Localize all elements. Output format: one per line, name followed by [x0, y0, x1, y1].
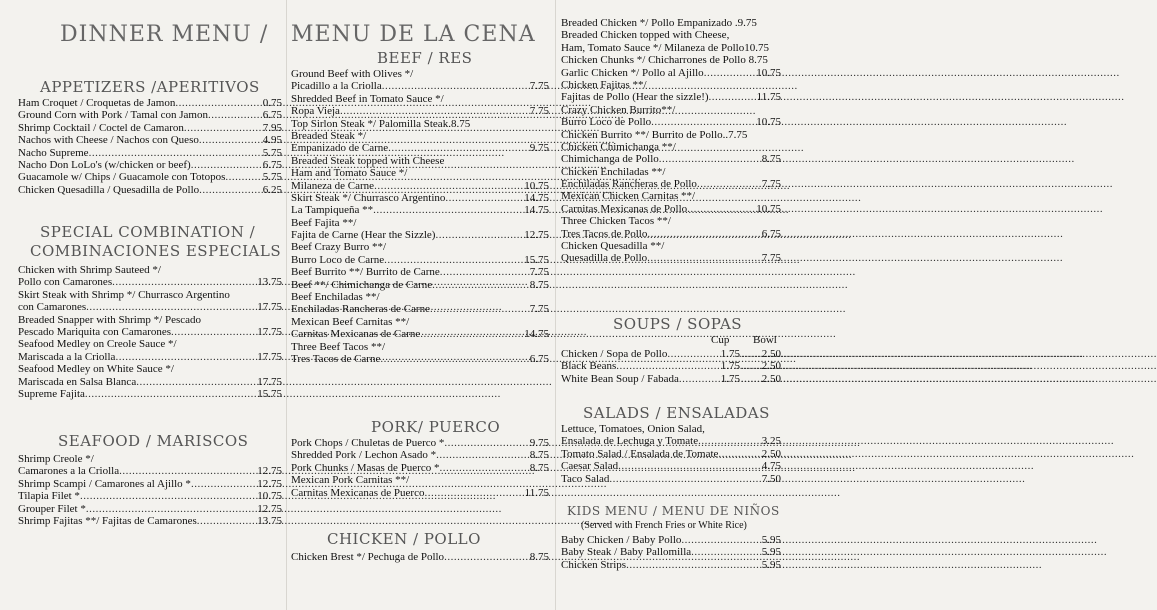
dot-leader [741, 348, 762, 360]
dot-leader [384, 254, 523, 266]
item-price: 0.75 [262, 97, 282, 109]
dot-leader [647, 228, 760, 240]
dot-leader [115, 351, 256, 363]
kids-list [561, 534, 781, 571]
menu-item-row [18, 184, 282, 196]
item-price: 8.75 [529, 278, 549, 291]
item-name: Mariscada en Salsa Blanca [18, 375, 137, 388]
menu-item-line: Seafood Medley on White Sauce */ [18, 363, 174, 376]
menu-item-row [291, 142, 549, 154]
dot-leader [136, 376, 256, 388]
dot-leader [432, 279, 529, 291]
salads-heading: SALADS / ENSALADAS [583, 404, 770, 422]
dot-leader [647, 252, 761, 264]
menu-item-line: Three Beef Tacos **/ [291, 340, 386, 353]
menu-item-row [291, 437, 549, 449]
menu-item-row [291, 353, 549, 365]
item-price: 6.25 [262, 183, 282, 196]
item-name: Quesadilla de Pollo [561, 252, 648, 265]
chicken-heading: CHICKEN / POLLO [327, 530, 481, 548]
menu-item-row [291, 266, 549, 278]
item-name: Nacho Supreme [18, 146, 89, 159]
item-price: 12.75 [524, 229, 549, 242]
soup-cup-price: 1.75 [720, 372, 740, 385]
beef-list [291, 68, 549, 365]
dot-leader [388, 142, 529, 154]
item-name: Pork Chunks / Masas de Puerco * [291, 461, 440, 474]
appetizers-heading: APPETIZERS /APERITIVOS [40, 78, 260, 96]
dot-leader [420, 328, 523, 340]
menu-item-row [561, 228, 781, 240]
item-name: Shredded Pork / Lechon Asado * [291, 449, 437, 462]
item-price: 10.75 [756, 66, 781, 79]
soup-bowl-price: 2.50 [761, 372, 781, 385]
menu-item-row [291, 551, 549, 563]
menu-item-row [291, 204, 549, 216]
item-name: Chicken Quesadilla / Quesadilla de Pollo [18, 183, 200, 196]
item-name: Camarones a la Criolla [18, 465, 120, 478]
item-price: 6.75 [529, 352, 549, 365]
dot-leader [681, 534, 760, 546]
item-price: 14.75 [524, 204, 549, 217]
item-name: Beef **/ Chimichanga de Carne [291, 278, 433, 291]
dot-leader [191, 478, 256, 490]
menu-item-line: Three Chicken Tacos **/ [561, 215, 671, 228]
item-price: 13.75 [257, 276, 282, 289]
menu-item-row [18, 97, 282, 109]
item-price: 9.75 [529, 437, 549, 449]
dot-leader [373, 204, 523, 216]
item-name: Tres Tacos de Pollo [561, 227, 648, 240]
item-price: 15.75 [257, 387, 282, 400]
menu-item-line: Breaded Steak topped with Cheese [291, 154, 445, 167]
menu-item-row [18, 134, 282, 146]
item-price: 7.75 [529, 266, 549, 279]
item-price: 17.75 [257, 301, 282, 314]
soup-cup-price: 1.75 [720, 348, 740, 360]
menu-item-row [18, 515, 282, 527]
menu-item-row [18, 326, 282, 338]
item-name: Ropa Vieja [291, 105, 340, 118]
menu-item-row [561, 178, 781, 190]
item-name: Burro Loco de Carne [291, 253, 385, 266]
menu-item-row [291, 105, 549, 117]
item-price: 6.75 [262, 158, 282, 171]
menu-item-line: Mexican Chicken Carnitas **/ [561, 190, 696, 203]
item-price: 4.95 [262, 134, 282, 147]
menu-item-row [18, 122, 282, 134]
item-price: 4.75 [761, 460, 781, 473]
menu-item-row [291, 487, 549, 499]
item-name: Tilapia Filet * [18, 490, 80, 503]
chicken-brest-list [291, 551, 549, 563]
item-price: 7.75 [761, 178, 781, 191]
menu-item-row [291, 192, 549, 204]
dot-leader [741, 360, 762, 372]
item-price: 17.75 [257, 375, 282, 388]
item-name: Chimichanga de Pollo [561, 153, 659, 166]
item-price: 10.75 [524, 179, 549, 192]
dot-leader [691, 546, 761, 558]
item-name: Baby Chicken / Baby Pollo [561, 534, 682, 546]
item-name: La Tampiqueña ** [291, 204, 374, 217]
item-name: con Camarones [18, 301, 87, 314]
menu-item-line: Crazy Chicken Burrito**/ [561, 103, 676, 116]
item-price: 8.75 [761, 153, 781, 166]
item-price: 7.75 [761, 252, 781, 265]
dot-leader [340, 105, 529, 117]
item-name: Enchiladas Rancheras de Pollo [561, 178, 697, 191]
item-name: Pollo con Camarones [18, 276, 113, 289]
item-price: 7.95 [262, 121, 282, 134]
seafood-list [18, 453, 282, 527]
dot-leader [197, 515, 257, 527]
item-price: 5.95 [761, 558, 781, 571]
item-name: Shrimp Cocktail / Coctel de Camaron [18, 121, 184, 134]
chicken-list [561, 17, 781, 265]
menu-item-line: Chicken Chimichanga **/ [561, 140, 676, 153]
pork-list [291, 437, 549, 499]
menu-item-line: Ham and Tomato Sauce */ [291, 167, 408, 180]
dot-leader [119, 465, 256, 477]
menu-item-line: Mexican Beef Carnitas **/ [291, 315, 410, 328]
item-name: Pescado Mariquita con Camarones [18, 325, 172, 338]
item-price: 3.25 [761, 435, 781, 448]
item-name: Taco Salad [561, 472, 610, 485]
menu-item-line: Breaded Steak */ [291, 129, 367, 142]
item-name: White Bean Soup / Fabada [561, 372, 679, 385]
dot-leader [616, 360, 719, 372]
menu-item-line: Shrimp Creole */ [18, 453, 94, 465]
item-name: Baby Steak / Baby Pallomilla [561, 546, 692, 559]
dot-leader [199, 134, 262, 146]
item-price: 5.75 [262, 146, 282, 159]
menu-item-line: Chicken Quesadilla **/ [561, 240, 665, 253]
item-price: 9.75 [529, 142, 549, 155]
menu-item-line: Seafood Medley on Creole Sauce */ [18, 338, 177, 351]
menu-item-row [561, 91, 781, 103]
menu-item-row [18, 147, 282, 159]
menu-item-row [18, 351, 282, 363]
item-price: 11.75 [756, 91, 781, 104]
dot-leader [445, 192, 523, 204]
item-price: 8.75 [529, 449, 549, 462]
menu-item-line: Beef Enchiladas **/ [291, 291, 380, 304]
dinner-menu-title: DINNER MENU / [60, 22, 269, 47]
item-name: Nachos with Cheese / Nachos con Queso [18, 134, 199, 147]
item-name: Grouper Filet * [18, 502, 86, 515]
item-price: 2.50 [761, 447, 781, 460]
item-name: Black Beans [561, 360, 617, 373]
menu-item-line: Chicken Burrito **/ Burrito de Pollo..7.75 [561, 128, 748, 141]
item-name: Supreme Fajita [18, 387, 85, 400]
item-name: Mariscada a la Criolla [18, 350, 116, 363]
menu-item-row [291, 449, 549, 461]
dot-leader [741, 373, 762, 385]
menu-item-line: Beef Fajita **/ [291, 216, 357, 229]
menu-item-row [291, 254, 549, 266]
menu-item-row [291, 328, 549, 340]
combos-heading-1: SPECIAL COMBINATION / [40, 223, 256, 241]
menu-item-row [18, 478, 282, 490]
dot-leader [440, 266, 529, 278]
soups-cup-label: Cup [711, 334, 730, 346]
dot-leader [85, 388, 256, 400]
dot-leader [80, 490, 256, 502]
menu-item-row [18, 376, 282, 388]
item-name: Caesar Salad [561, 460, 619, 473]
menu-item-line: Beef Crazy Burro **/ [291, 241, 386, 254]
item-price: 12.75 [257, 502, 282, 515]
dot-leader [609, 473, 760, 485]
item-name: Picadillo a la Criolla [291, 80, 382, 93]
item-name: Enchiladas Rancheras de Carne [291, 303, 430, 316]
menu-item-row [561, 448, 781, 460]
seafood-heading: SEAFOOD / MARISCOS [58, 432, 249, 450]
soups-bowl-label: Bowl [753, 334, 777, 346]
kids-note: (Served with French Fries or White Rice) [581, 520, 747, 531]
menu-item-line: Chicken with Shrimp Sauteed */ [18, 264, 161, 276]
dot-leader [626, 559, 761, 571]
menu-item-line: Mexican Pork Carnitas **/ [291, 474, 410, 487]
soup-cup-price: 1.75 [720, 360, 740, 373]
menu-item-line: Ground Beef with Olives */ [291, 68, 414, 80]
item-name: Shrimp Fajitas **/ Fajitas de Camarones [18, 514, 197, 527]
menu-item-row [291, 80, 549, 92]
menu-item-row [18, 301, 282, 313]
item-name: Pork Chops / Chuletas de Puerco * [291, 437, 445, 449]
dot-leader [86, 503, 256, 515]
dot-leader [704, 67, 756, 79]
dot-leader [679, 373, 720, 385]
menu-item-row [561, 460, 781, 472]
item-name: Ground Corn with Pork / Tamal con Jamon [18, 109, 208, 122]
dot-leader [435, 229, 523, 241]
menu-item-row [18, 109, 282, 121]
menu-item-row [18, 503, 282, 515]
menu-item-line: Breaded Chicken */ Pollo Empanizado .9.75 [561, 17, 757, 29]
item-price: 10.75 [257, 490, 282, 503]
dot-leader [199, 184, 262, 196]
dot-leader [171, 326, 256, 338]
item-price: 8.75 [529, 551, 549, 563]
menu-item-row [18, 276, 282, 288]
menu-de-la-cena-title: MENU DE LA CENA [291, 22, 536, 47]
item-price: 11.75 [524, 486, 549, 499]
menu-item-row [291, 180, 549, 192]
item-name: Garlic Chicken */ Pollo al Ajillo [561, 66, 704, 79]
dot-leader [380, 353, 528, 365]
menu-item-line: Skirt Steak with Shrimp */ Churrasco Argentino [18, 288, 230, 301]
soup-bowl-group [740, 360, 781, 372]
item-name: Nacho Don LoLo's (w/chicken or beef) [18, 158, 191, 171]
item-name: Chicken Brest */ Pechuga de Pollo [291, 551, 445, 563]
dot-leader [698, 435, 761, 447]
item-name: Carnitas Mexicanas de Pollo [561, 202, 688, 215]
dot-leader [444, 551, 529, 563]
dot-leader [175, 97, 261, 109]
menu-item-line: Breaded Chicken topped with Cheese, [561, 29, 730, 42]
soup-bowl-price: 2.50 [761, 348, 781, 360]
menu-item-row [561, 116, 781, 128]
salads-list [561, 423, 781, 485]
soup-row [561, 360, 781, 372]
item-name: Carnitas Mexicanas de Puerco [291, 486, 425, 499]
soups-heading: SOUPS / SOPAS [613, 315, 743, 333]
soup-row [561, 373, 781, 385]
soup-bowl-price: 2.50 [761, 360, 781, 373]
dot-leader [440, 462, 529, 474]
dot-leader [382, 80, 529, 92]
dot-leader [112, 276, 256, 288]
dot-leader [184, 122, 262, 134]
combos-list [18, 264, 282, 400]
item-name: Ensalada de Lechuga y Tomate [561, 435, 699, 448]
menu-item-line: Lettuce, Tomatoes, Onion Salad, [561, 423, 705, 435]
menu-item-row [561, 252, 781, 264]
item-name: Tres Tacos de Carne [291, 352, 381, 365]
item-price: 12.75 [257, 465, 282, 478]
pork-heading: PORK/ PUERCO [371, 418, 501, 436]
item-price: 7.75 [529, 303, 549, 316]
menu-item-row [561, 153, 781, 165]
menu-item-row [18, 490, 282, 502]
menu-item-row [18, 159, 282, 171]
item-price: 7.75 [529, 80, 549, 93]
menu-item-line: Shredded Beef in Tomato Sauce */ [291, 92, 444, 105]
menu-item-row [561, 67, 781, 79]
menu-item-row [561, 546, 781, 558]
item-price: 5.95 [761, 546, 781, 559]
menu-item-line: Chicken Enchiladas **/ [561, 165, 666, 178]
beef-heading: BEEF / RES [377, 49, 473, 67]
dot-leader [618, 460, 761, 472]
menu-item-line: Ham, Tomato Sauce */ Milaneza de Pollo10.75 [561, 41, 769, 54]
dot-leader [709, 91, 756, 103]
item-name: Burro Loco de Pollo [561, 116, 652, 129]
menu-item-row [291, 303, 549, 315]
menu-item-row [291, 229, 549, 241]
item-price: 12.75 [257, 477, 282, 490]
soup-bowl-group [740, 373, 781, 385]
dot-leader [667, 348, 719, 360]
item-name: Skirt Steak */ Churrasco Argentino [291, 191, 446, 204]
dot-leader [697, 178, 761, 190]
menu-item-row [291, 462, 549, 474]
item-name: Chicken / Sopa de Pollo [561, 348, 668, 360]
item-name: Empanizado de Carne [291, 142, 389, 155]
menu-item-line: Chicken Fajitas **/ [561, 78, 647, 91]
item-name: Milaneza de Carne [291, 179, 375, 192]
item-name: Beef Burrito **/ Burrito de Carne [291, 266, 440, 279]
menu-item-line: Chicken Chunks */ Chicharrones de Pollo 8.75 [561, 54, 768, 67]
item-price: 5.95 [761, 534, 781, 546]
soup-row [561, 348, 781, 360]
item-price: 17.75 [257, 325, 282, 338]
dot-leader [651, 116, 755, 128]
dot-leader [659, 153, 761, 165]
menu-item-row [291, 279, 549, 291]
kids-heading: KIDS MENU / MENU DE NIÑOS [567, 504, 780, 518]
item-price: 14.75 [524, 191, 549, 204]
item-name: Tomato Salad / Ensalada de Tomate [561, 447, 719, 460]
dot-leader [89, 147, 262, 159]
dot-leader [191, 159, 262, 171]
item-price: 17.75 [257, 350, 282, 363]
dot-leader [436, 449, 529, 461]
menu-item-row [18, 388, 282, 400]
item-name: Chicken Strips [561, 558, 627, 571]
dot-leader [718, 448, 760, 460]
dot-leader [86, 301, 256, 313]
menu-item-row [561, 534, 781, 546]
combos-heading-2: COMBINACIONES ESPECIALS [30, 242, 282, 260]
dot-leader [208, 109, 262, 121]
item-price: 8.75 [529, 461, 549, 474]
item-price: 15.75 [524, 253, 549, 266]
menu-item-row [561, 203, 781, 215]
soups-list [561, 348, 781, 385]
item-price: 10.75 [756, 116, 781, 129]
item-name: Fajitas de Pollo (Hear the sizzle!) [561, 91, 709, 104]
menu-item-row [18, 465, 282, 477]
menu-item-row [561, 473, 781, 485]
item-price: 14.75 [524, 328, 549, 341]
item-price: 7.75 [529, 105, 549, 118]
item-price: 6.75 [262, 109, 282, 122]
item-name: Carnitas Mexicanas de Carne [291, 328, 421, 341]
soup-bowl-group [740, 348, 781, 360]
dot-leader [687, 203, 755, 215]
dot-leader [225, 171, 261, 183]
item-name: Guacamole w/ Chips / Guacamole con Totopos [18, 171, 226, 184]
item-name: Shrimp Scampi / Camarones al Ajillo * [18, 477, 191, 490]
menu-item-line: Breaded Snapper with Shrimp */ Pescado [18, 313, 201, 326]
menu-item-row [18, 171, 282, 183]
dot-leader [374, 180, 523, 192]
dot-leader [430, 303, 529, 315]
menu-item-row [561, 435, 781, 447]
item-price: 10.75 [756, 202, 781, 215]
menu-item-line: Top Sirlon Steak */ Palomilla Steak.8.75 [291, 117, 471, 130]
dot-leader [424, 487, 523, 499]
item-name: Fajita de Carne (Hear the Sizzle) [291, 229, 436, 242]
menu-item-row [561, 559, 781, 571]
item-price: 5.75 [262, 171, 282, 184]
item-name: Ham Croquet / Croquetas de Jamon [18, 97, 176, 109]
item-price: 7.50 [761, 472, 781, 485]
dot-leader [444, 437, 528, 449]
item-price: 13.75 [257, 514, 282, 527]
appetizers-list [18, 97, 282, 196]
item-price: 6.75 [761, 227, 781, 240]
